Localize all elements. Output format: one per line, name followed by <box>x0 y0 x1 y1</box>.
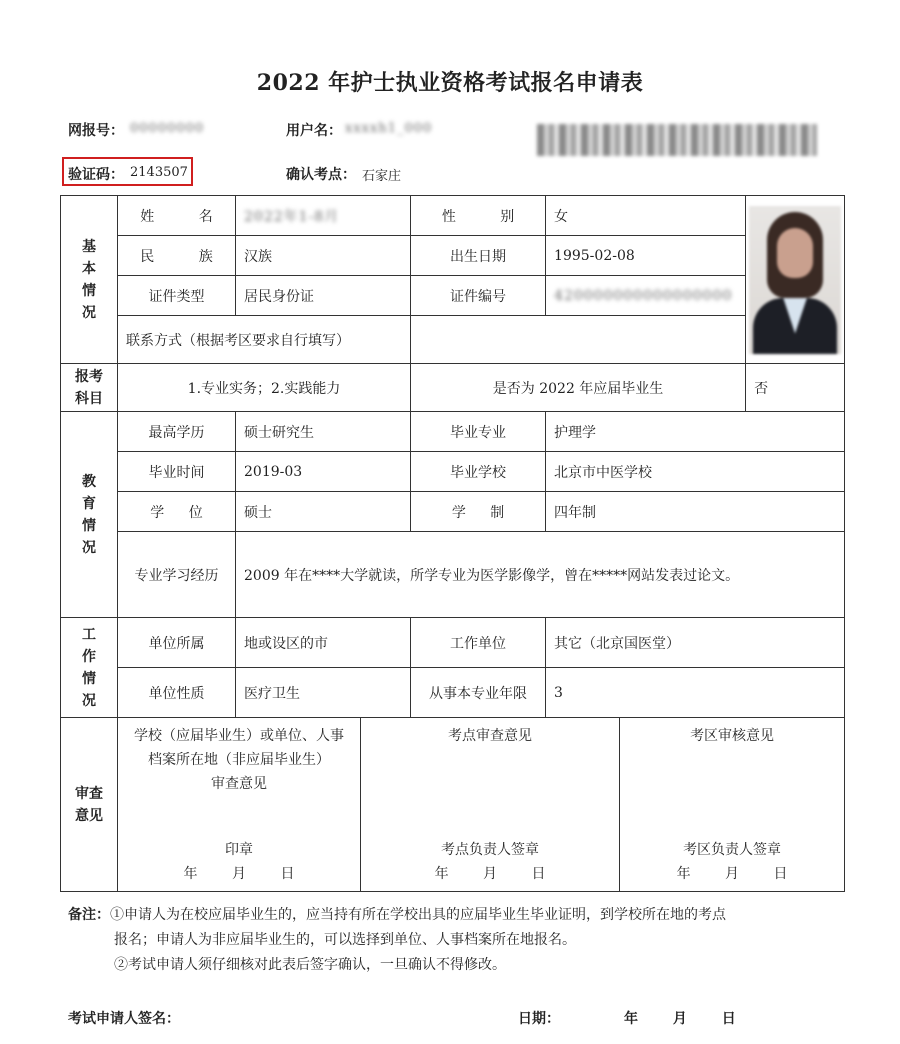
notes-line3: ②考试申请人须仔细核对此表后签字确认，一旦确认不得修改。 <box>114 957 506 973</box>
degree-level-value: 硕士研究生 <box>236 412 411 452</box>
birth-label: 出生日期 <box>411 236 546 276</box>
unit-nature-value: 医疗卫生 <box>236 668 411 718</box>
online-no-value: 00000000 <box>130 121 205 136</box>
online-no-label: 网报号： <box>68 123 124 139</box>
notes-label: 备注： <box>68 907 110 923</box>
major-value: 护理学 <box>546 412 845 452</box>
fresh-grad-value: 否 <box>746 364 845 412</box>
section-basic: 基本情况 <box>61 196 118 364</box>
date-value: 年 月 日 <box>624 1011 736 1027</box>
section-education: 教育情况 <box>61 412 118 618</box>
grad-time-value: 2019-03 <box>236 452 411 492</box>
work-unit-value: 其它（北京国医堂） <box>546 618 845 668</box>
gender-value: 女 <box>546 196 746 236</box>
ethnic-value: 汉族 <box>236 236 411 276</box>
date-label: 日期： <box>518 1011 560 1027</box>
applicant-signature-label: 考试申请人签名： <box>68 1011 180 1027</box>
idtype-label: 证件类型 <box>118 276 236 316</box>
section-subject: 报考科目 <box>61 364 118 412</box>
review-site-cell <box>361 718 620 892</box>
degree-level-label: 最高学历 <box>118 412 236 452</box>
unit-nature-label: 单位性质 <box>118 668 236 718</box>
idtype-value: 居民身份证 <box>236 276 411 316</box>
name-value: 2022年1-8月 <box>244 208 340 225</box>
grad-time-label: 毕业时间 <box>118 452 236 492</box>
notes-line1: ①申请人为在校应届毕业生的，应当持有所在学校出具的应届毕业生毕业证明，到学校所在地的考点 <box>110 907 726 923</box>
notes <box>68 903 848 978</box>
study-history-value: 2009 年在****大学就读，所学专业为医学影像学，曾在*****网站发表过论文。 <box>236 532 845 618</box>
applicant-photo <box>749 206 841 354</box>
degree-label: 学 位 <box>150 504 213 521</box>
application-form-table <box>60 195 845 892</box>
affiliation-label: 单位所属 <box>118 618 236 668</box>
ethnic-label: 民 族 <box>140 248 233 265</box>
username-value: xxxxh1_000 <box>345 121 433 136</box>
affiliation-value: 地或设区的市 <box>236 618 411 668</box>
idno-label: 证件编号 <box>411 276 546 316</box>
exam-site-value: 石家庄 <box>362 169 402 184</box>
system-label: 学 制 <box>451 504 515 521</box>
review-unit-date: 年 月 日 <box>183 866 295 882</box>
review-site-date: 年 月 日 <box>434 866 546 882</box>
section-work: 工作情况 <box>61 618 118 718</box>
review-unit-cell <box>118 718 361 892</box>
verification-code-label: 验证码： <box>68 167 124 183</box>
system-value: 四年制 <box>546 492 845 532</box>
page-title: 2022 年护士执业资格考试报名申请表 <box>256 70 644 96</box>
review-unit-line3: 审查意见 <box>211 776 267 792</box>
school-value: 北京市中医学校 <box>546 452 845 492</box>
review-area-sign: 考区负责人签章 <box>683 842 782 858</box>
contact-value <box>411 316 746 364</box>
review-area-cell <box>620 718 845 892</box>
major-label: 毕业专业 <box>411 412 546 452</box>
birth-value: 1995-02-08 <box>546 236 746 276</box>
work-years-label: 从事本专业年限 <box>411 668 546 718</box>
degree-value: 硕士 <box>236 492 411 532</box>
gender-label: 性 别 <box>441 208 535 225</box>
review-area-date: 年 月 日 <box>676 866 788 882</box>
review-site-title: 考点审查意见 <box>448 728 533 744</box>
school-label: 毕业学校 <box>411 452 546 492</box>
review-unit-line2: 档案所在地（非应届毕业生） <box>148 752 330 768</box>
review-site-sign: 考点负责人签章 <box>441 842 540 858</box>
work-years-value: 3 <box>546 668 845 718</box>
notes-line2: 报名；申请人为非应届毕业生的，可以选择到单位、人事档案所在地报名。 <box>114 932 576 948</box>
name-label: 姓 名 <box>140 208 233 225</box>
verification-code-value: 2143507 <box>130 165 188 180</box>
section-review: 审查意见 <box>61 718 118 892</box>
work-unit-label: 工作单位 <box>411 618 546 668</box>
review-unit-line1: 学校（应届毕业生）或单位、人事 <box>134 728 344 744</box>
photo-cell <box>746 196 845 364</box>
redacted-block <box>537 124 817 156</box>
username-label: 用户名： <box>286 123 342 139</box>
review-unit-seal: 印章 <box>225 842 253 858</box>
subjects-value: 1.专业实务；2.实践能力 <box>118 364 411 412</box>
contact-label: 联系方式（根据考区要求自行填写） <box>118 316 411 364</box>
study-history-label: 专业学习经历 <box>118 532 236 618</box>
exam-site-label: 确认考点： <box>286 167 356 183</box>
review-area-title: 考区审核意见 <box>690 728 775 744</box>
fresh-grad-label: 是否为 2022 年应届毕业生 <box>411 364 746 412</box>
idno-value: 420000000000000000 <box>554 287 733 304</box>
